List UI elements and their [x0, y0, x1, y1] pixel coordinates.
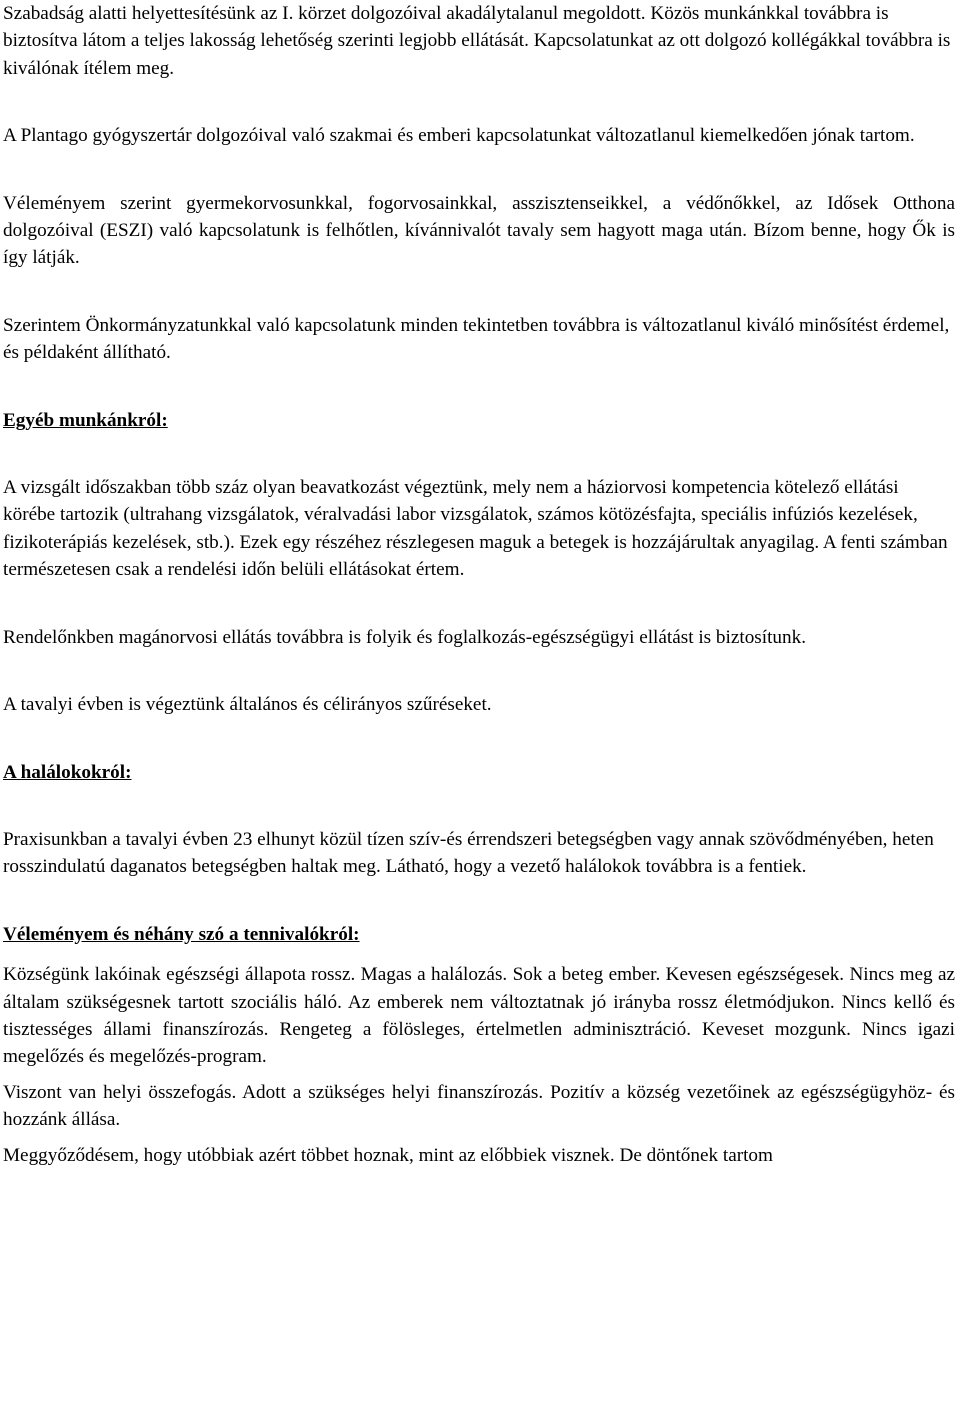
paragraph-health-status: Községünk lakóinak egészségi állapota rossz. Magas a halálozás. Sok a beteg ember. Kevesen egészségesek. Nincs meg az általam szükségesnek tartott szociális háló. Az emberek nem változtatnak jó irányba rossz életmódjukon. Nincs kellő és tisztességes állami finanszírozás. Rengeteg a fölösleges, értelmetlen adminisztráció. Keveset mozgunk. Nincs igazi megelőzés és megelőzés-program.	[3, 964, 955, 1068]
heading-opinion-tasks: Véleményem és néhány szó a tennivalókról:	[3, 923, 360, 945]
heading-causes-of-death: A halálokokról:	[3, 761, 132, 783]
paragraph-mortality: Praxisunkban a tavalyi évben 23 elhunyt közül tízen szív-és érrendszeri betegségben vagy annak szövődményében, heten rosszindulatú daganatos betegségben haltak meg. Látható, hogy a vezető halálokok továbbra is a fentiek.	[3, 828, 934, 878]
paragraph-private-care: Rendelőnkben magánorvosi ellátás továbbra is folyik és foglalkozás-egészségügyi ellátást is biztosítunk.	[3, 626, 807, 648]
paragraph-substitution: Szabadság alatti helyettesítésünk az I. körzet dolgozóival akadálytalanul megoldott. Közös munkánkkal továbbra is biztosítva látom a teljes lakosság lehetőség szerinti legjobb ellátását. Kapcsolatunkat az ott dolgozó kollégákkal továbbra is kiválónak ítélem meg.	[3, 3, 951, 79]
paragraph-local-support: Viszont van helyi összefogás. Adott a szükséges helyi finanszírozás. Pozitív a község vezetőinek az egészségügyhöz- és hozzánk állása.	[3, 1081, 955, 1131]
paragraph-screenings: A tavalyi évben is végeztünk általános és célirányos szűréseket.	[3, 694, 492, 716]
paragraph-pharmacy: A Plantago gyógyszertár dolgozóival való szakmai és emberi kapcsolatunkat változatlanul kiemelkedően jónak tartom.	[3, 125, 915, 147]
paragraph-conviction: Meggyőződésem, hogy utóbbiak azért többet hoznak, mint az előbbiek visznek. De döntőnek tartom	[3, 1144, 773, 1166]
heading-other-work: Egyéb munkánkról:	[3, 409, 168, 431]
paragraph-interventions: A vizsgált időszakban több száz olyan beavatkozást végeztünk, mely nem a háziorvosi kompetencia kötelező ellátási körébe tartozik (ultrahang vizsgálatok, véralvadási labor vizsgálatok, számos kötözésfajta, speciális infúziós kezelések, fizikoterápiás kezelések, stb.). Ezek egy részéhez részlegesen maguk a betegek is hozzájárultak anyagilag. A fenti számban természetesen csak a rendelési időn belüli ellátásokat értem.	[3, 477, 948, 581]
paragraph-municipality: Szerintem Önkormányzatunkkal való kapcsolatunk minden tekintetben továbbra is változatlanul kiváló minősítést érdemel, és példaként állítható.	[3, 314, 950, 364]
paragraph-colleagues: Véleményem szerint gyermekorvosunkkal, fogorvosainkkal, asszisztenseikkel, a védőnőkkel, az Idősek Otthona dolgozóival (ESZI) való kapcsolatunk is felhőtlen, kívánnivalót tavaly sem hagyott maga után. Bízom benne, hogy Ők is így látják.	[3, 192, 955, 269]
document-page	[3, 0, 955, 1169]
